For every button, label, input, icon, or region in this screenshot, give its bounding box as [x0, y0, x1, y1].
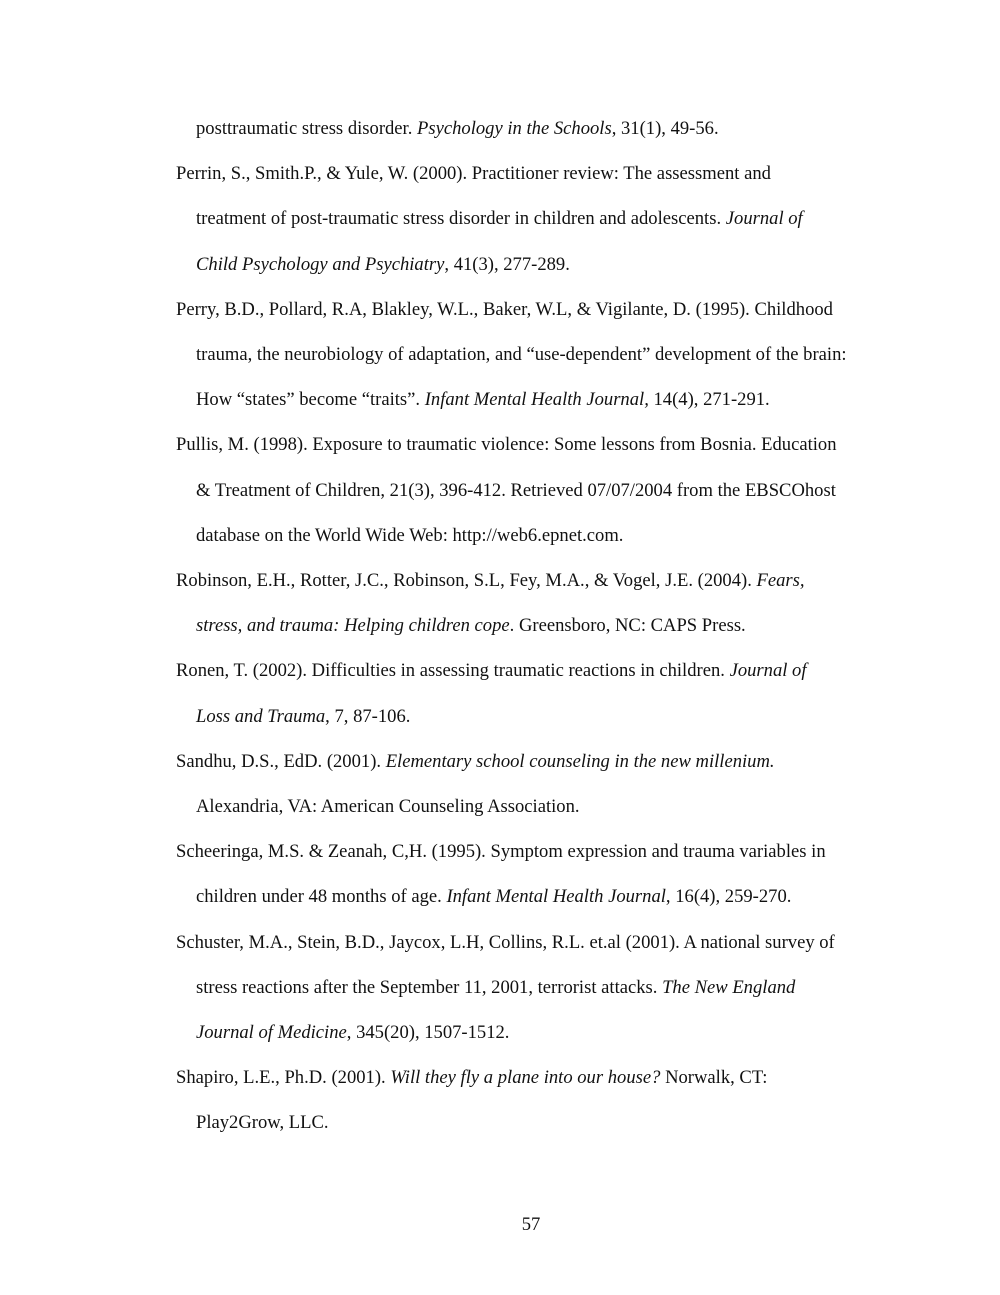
- reference-line: [196, 795, 580, 819]
- text-run: treatment of post-traumatic stress disorder in children and adolescents.: [196, 208, 726, 230]
- reference-line: [176, 659, 807, 683]
- text-run: Pullis, M. (1998). Exposure to traumatic violence: Some lessons from Bosnia. Education: [176, 434, 837, 456]
- reference-line: [176, 1066, 767, 1090]
- italic-text: Will they fly a plane into our house?: [390, 1067, 661, 1089]
- reference-line: [176, 750, 775, 774]
- reference-line: [176, 569, 805, 593]
- reference-line: [196, 343, 847, 367]
- text-run: Shapiro, L.E., Ph.D. (2001).: [176, 1067, 391, 1089]
- text-run: How “states” become “traits”.: [196, 389, 425, 411]
- text-run: Ronen, T. (2002). Difficulties in assessing traumatic reactions in children.: [176, 660, 730, 682]
- text-run: Alexandria, VA: American Counseling Association.: [196, 796, 580, 817]
- reference-line: [176, 840, 826, 864]
- reference-line: [196, 1111, 329, 1135]
- italic-text: Infant Mental Health Journal: [446, 886, 666, 908]
- reference-line: [196, 885, 791, 909]
- reference-line: [196, 253, 570, 277]
- text-run: Perry, B.D., Pollard, R.A, Blakley, W.L., Baker, W.L, & Vigilante, D. (1995). Childhood: [176, 298, 833, 320]
- text-run: children under 48 months of age.: [196, 886, 447, 908]
- text-run: , 7, 87-106.: [325, 705, 411, 727]
- reference-line: [196, 207, 803, 231]
- italic-text: Fears,: [756, 570, 805, 591]
- text-run: , 41(3), 277-289.: [444, 253, 570, 275]
- reference-line: [196, 479, 836, 503]
- text-run: Perrin, S., Smith.P., & Yule, W. (2000). Practitioner review: The assessment and: [176, 163, 771, 185]
- italic-text: Journal of: [725, 208, 803, 230]
- text-run: 14(4), 271-291.: [648, 389, 770, 411]
- reference-line: [196, 614, 746, 638]
- text-run: , 31(1), 49-56.: [611, 118, 719, 139]
- reference-line: [176, 162, 771, 186]
- text-run: Robinson, E.H., Rotter, J.C., Robinson, S.L, Fey, M.A., & Vogel, J.E. (2004).: [176, 570, 757, 591]
- italic-text: stress, and trauma: Helping children cope: [196, 615, 510, 637]
- reference-line: [176, 433, 837, 457]
- italic-text: Journal of Medicine: [196, 1022, 347, 1043]
- text-run: posttraumatic stress disorder.: [196, 118, 418, 139]
- italic-text: Child Psychology and Psychiatry: [196, 253, 445, 275]
- italic-text: Psychology in the Schools: [417, 118, 612, 139]
- italic-text: Journal of: [729, 660, 807, 682]
- reference-line: [196, 388, 770, 412]
- reference-line: [196, 524, 623, 548]
- page-number: 57: [521, 1214, 541, 1235]
- text-run: . Greensboro, NC: CAPS Press.: [509, 615, 746, 637]
- text-run: Scheeringa, M.S. & Zeanah, C,H. (1995). Symptom expression and trauma variables in: [176, 841, 826, 863]
- text-run: , 345(20), 1507-1512.: [346, 1022, 510, 1043]
- text-run: , 16(4), 259-270.: [665, 886, 792, 908]
- text-run: & Treatment of Children, 21(3), 396-412. Retrieved 07/07/2004 from the EBSCOhost: [196, 479, 836, 501]
- text-run: trauma, the neurobiology of adaptation, and “use-dependent” development of the brain:: [196, 344, 847, 365]
- text-run: Schuster, M.A., Stein, B.D., Jaycox, L.H, Collins, R.L. et.al (2001). A national survey of: [176, 931, 835, 953]
- italic-text: Elementary school counseling in the new millenium.: [385, 750, 775, 772]
- text-run: stress reactions after the September 11, 2001, terrorist attacks.: [196, 976, 663, 998]
- text-run: database on the World Wide Web: http://web6.epnet.com.: [196, 524, 624, 546]
- text-run: Norwalk, CT:: [660, 1067, 768, 1089]
- reference-line: [196, 1021, 509, 1045]
- reference-line: [176, 931, 835, 955]
- italic-text: Infant Mental Health Journal,: [424, 389, 649, 411]
- reference-line: [196, 705, 410, 729]
- italic-text: Loss and Trauma: [196, 705, 326, 727]
- reference-line: [196, 976, 795, 1000]
- reference-line: [176, 298, 833, 322]
- reference-line: [196, 117, 719, 141]
- italic-text: The New England: [662, 976, 796, 998]
- text-run: Play2Grow, LLC.: [196, 1112, 329, 1134]
- text-run: Sandhu, D.S., EdD. (2001).: [176, 750, 386, 772]
